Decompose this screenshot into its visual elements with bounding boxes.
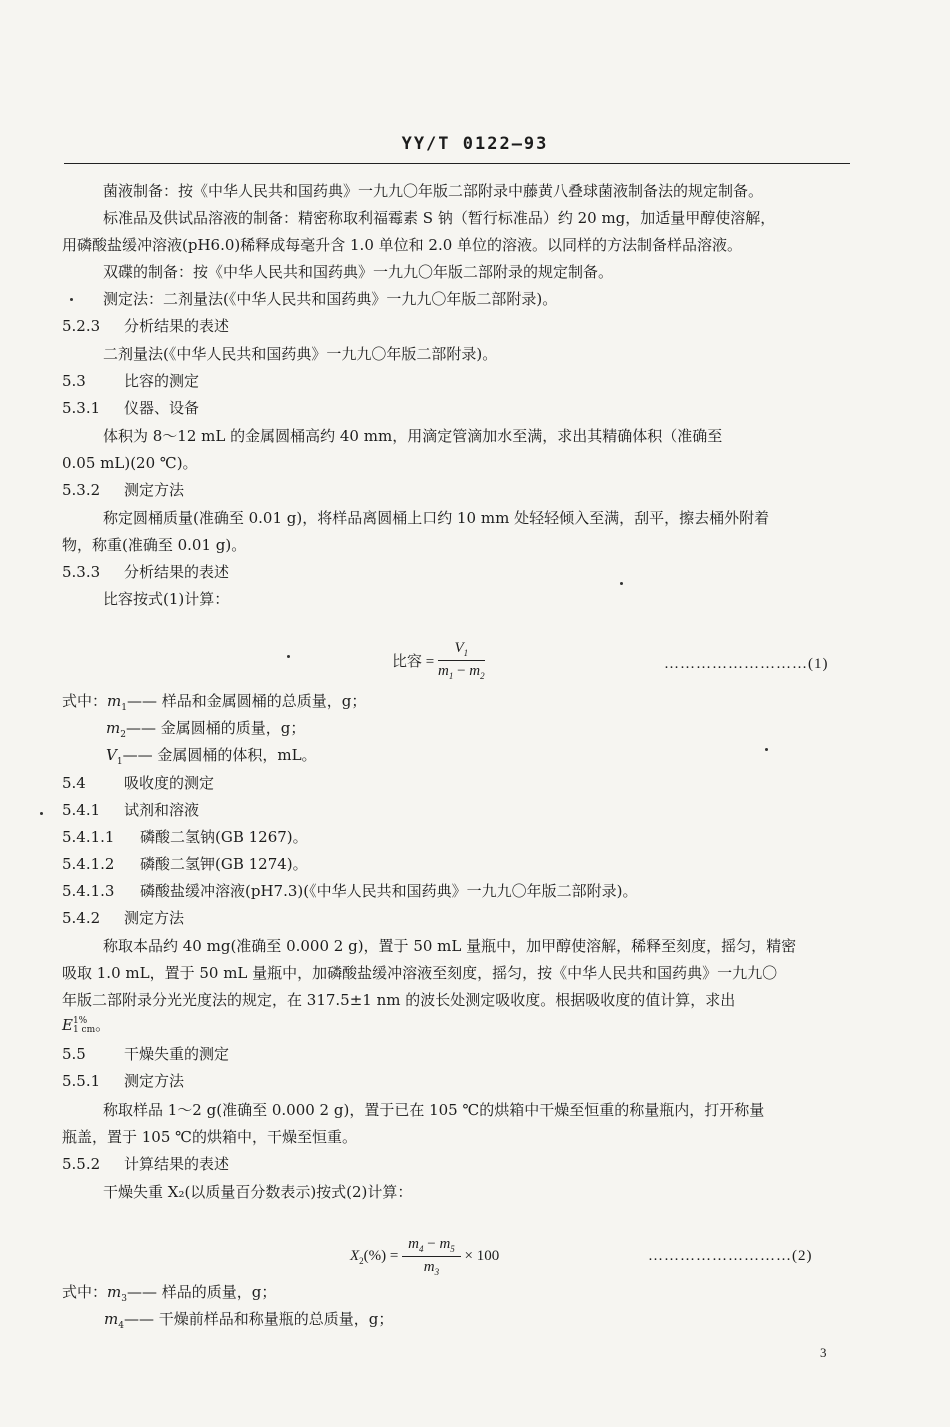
standard-code-header: YY/T 0122—93 bbox=[401, 134, 549, 154]
minus-operator: − bbox=[423, 1236, 440, 1252]
lhs-symbol: X bbox=[350, 1247, 360, 1264]
scan-speck bbox=[620, 582, 623, 585]
section-5-3-3 bbox=[62, 563, 229, 581]
numerator-subscript-a: 4 bbox=[418, 1244, 424, 1254]
section-title: 仪器、设备 bbox=[124, 399, 200, 417]
equation-2-number: ………………………(2) bbox=[648, 1248, 813, 1264]
symbol-subscript: 1 bbox=[116, 757, 123, 767]
section-5-5-2 bbox=[62, 1155, 229, 1173]
extinction-superscript: 1% bbox=[72, 1016, 88, 1026]
paragraph-cylinder-2: 0.05 mL)(20 ℃)。 bbox=[62, 454, 198, 472]
section-title: 分析结果的表述 bbox=[124, 563, 230, 581]
header-rule bbox=[64, 163, 850, 164]
section-5-4-1 bbox=[62, 801, 199, 819]
section-5-4-1-2 bbox=[62, 855, 308, 873]
equation-1-lhs: 比容 = bbox=[392, 654, 435, 670]
section-number: 5.4.1.3 bbox=[62, 882, 115, 900]
scan-speck bbox=[765, 748, 768, 751]
paragraph-standard-prep-2: 用磷酸盐缓冲溶液(pH6.0)稀释成每毫升含 1.0 单位和 2.0 单位的溶液。以同样的方法制备样品溶液。 bbox=[62, 236, 743, 254]
symbol-subscript: 4 bbox=[118, 1321, 124, 1331]
symbol-subscript: 1 bbox=[121, 703, 127, 713]
section-title: 磷酸盐缓冲溶液(pH7.3)(《中华人民共和国药典》一九九〇年版二部附录)。 bbox=[140, 882, 638, 900]
section-5-5 bbox=[62, 1045, 229, 1063]
definition: —— 金属圆桶的质量，g； bbox=[125, 719, 306, 737]
section-5-4-1-3 bbox=[62, 882, 637, 900]
paragraph-standard-prep-1: 标准品及供试品溶液的制备：精密称取利福霉素 S 钠（暂行标准品）约 20 mg，加适量甲醇使溶解， bbox=[103, 209, 776, 227]
lhs-subscript: 2 bbox=[359, 1255, 364, 1266]
denominator-subscript: 3 bbox=[434, 1267, 440, 1277]
section-title: 磷酸二氢钾(GB 1274)。 bbox=[140, 855, 308, 873]
numerator-symbol-b: m bbox=[439, 1236, 451, 1252]
denominator-symbol-b: m bbox=[469, 663, 481, 679]
section-title: 吸收度的测定 bbox=[124, 774, 215, 792]
section-title: 测定方法 bbox=[124, 481, 185, 499]
where-m1 bbox=[62, 692, 366, 717]
paragraph-absorbance-3: 年版二部附录分光光度法的规定，在 317.5±1 nm 的波长处测定吸收度。根据吸收度的值计算，求出 bbox=[62, 991, 736, 1009]
paragraph-two-dose: 二剂量法(《中华人民共和国药典》一九九〇年版二部附录)。 bbox=[103, 345, 498, 363]
where-prefix: 式中： bbox=[62, 1283, 108, 1301]
paragraph-absorbance-1: 称取本品约 40 mg(准确至 0.000 2 g)，置于 50 mL 量瓶中，加甲醇使溶解，稀释至刻度，摇匀，精密 bbox=[103, 937, 797, 955]
section-number: 5.5.2 bbox=[62, 1155, 101, 1173]
paragraph-bacteria-prep: 菌液制备：按《中华人民共和国药典》一九九〇年版二部附录中藤黄八叠球菌液制备法的规定制备。 bbox=[103, 182, 764, 200]
scan-speck bbox=[70, 298, 73, 301]
equation-1 bbox=[392, 640, 485, 681]
definition: —— 金属圆桶的体积，mL。 bbox=[122, 746, 317, 764]
minus-operator: − bbox=[453, 663, 470, 679]
section-number: 5.4.1 bbox=[62, 801, 101, 819]
equation-1-number: ………………………(1) bbox=[664, 656, 829, 672]
paragraph-dish-prep: 双碟的制备：按《中华人民共和国药典》一九九〇年版二部附录的规定制备。 bbox=[103, 263, 614, 281]
sentence-end: 。 bbox=[95, 1016, 111, 1034]
section-title: 试剂和溶液 bbox=[124, 801, 200, 819]
scan-speck bbox=[40, 812, 43, 815]
where-m3 bbox=[62, 1283, 276, 1308]
page-number: 3 bbox=[820, 1345, 827, 1360]
section-title: 计算结果的表述 bbox=[124, 1155, 230, 1173]
section-title: 磷酸二氢钠(GB 1267)。 bbox=[140, 828, 308, 846]
paragraph-formula-2-intro: 干燥失重 X₂(以质量百分数表示)按式(2)计算： bbox=[103, 1183, 413, 1201]
section-title: 测定方法 bbox=[124, 1072, 185, 1090]
section-number: 5.4 bbox=[62, 774, 86, 792]
section-number: 5.4.1.1 bbox=[62, 828, 115, 846]
paragraph-assay-method: 测定法：二剂量法(《中华人民共和国药典》一九九〇年版二部附录)。 bbox=[103, 290, 558, 308]
denominator-subscript-b: 2 bbox=[480, 671, 485, 681]
section-5-5-1 bbox=[62, 1072, 184, 1090]
denominator-symbol-a: m bbox=[437, 663, 449, 679]
equation-1-fraction bbox=[438, 640, 485, 681]
multiplier: × 100 bbox=[464, 1248, 500, 1264]
equation-2 bbox=[350, 1236, 499, 1277]
paragraph-absorbance-2: 吸取 1.0 mL，置于 50 mL 量瓶中，加磷酸盐缓冲溶液至刻度，摇匀，按《中华人民共和国药典》一九九〇 bbox=[62, 964, 778, 982]
scan-speck bbox=[287, 655, 290, 658]
where-m4 bbox=[104, 1310, 393, 1335]
paragraph-drying-2: 瓶盖，置于 105 ℃的烘箱中，干燥至恒重。 bbox=[62, 1128, 357, 1146]
section-number: 5.5.1 bbox=[62, 1072, 101, 1090]
numerator-symbol-a: m bbox=[408, 1236, 419, 1252]
paragraph-cylinder-1: 体积为 8～12 mL 的金属圆桶高约 40 mm，用滴定管滴加水至满，求出其精确体积（准确至 bbox=[103, 427, 723, 445]
paragraph-formula-1-intro: 比容按式(1)计算： bbox=[103, 590, 230, 608]
paragraph-weigh-1: 称定圆桶质量(准确至 0.01 g)，将样品离圆桶上口约 10 mm 处轻轻倾入至满，刮平，擦去桶外附着 bbox=[103, 509, 770, 527]
section-number: 5.4.2 bbox=[62, 909, 101, 927]
section-title: 干燥失重的测定 bbox=[124, 1045, 230, 1063]
numerator-subscript: 1 bbox=[463, 648, 469, 658]
numerator-symbol: V bbox=[454, 640, 464, 656]
where-v1 bbox=[106, 746, 317, 771]
definition: —— 样品的质量，g； bbox=[126, 1283, 277, 1301]
symbol: m bbox=[107, 692, 122, 710]
symbol: m bbox=[104, 1310, 119, 1328]
symbol-subscript: 3 bbox=[121, 1294, 127, 1304]
denominator-subscript-a: 1 bbox=[448, 671, 454, 681]
section-number: 5.2.3 bbox=[62, 317, 101, 335]
section-5-4-2 bbox=[62, 909, 184, 927]
section-number: 5.3.1 bbox=[62, 399, 101, 417]
symbol: m bbox=[107, 1283, 122, 1301]
section-number: 5.3 bbox=[62, 372, 86, 390]
section-number: 5.4.1.2 bbox=[62, 855, 115, 873]
lhs-rest: (%) = bbox=[363, 1247, 399, 1264]
paragraph-absorbance-4 bbox=[62, 1016, 110, 1035]
section-5-4 bbox=[62, 774, 214, 792]
paragraph-drying-1: 称取样品 1～2 g(准确至 0.000 2 g)，置于已在 105 ℃的烘箱中干燥至恒重的称量瓶内，打开称量 bbox=[103, 1101, 765, 1119]
definition: —— 干燥前样品和称量瓶的总质量，g； bbox=[123, 1310, 394, 1328]
section-5-3-1 bbox=[62, 399, 199, 417]
denominator-symbol: m bbox=[423, 1259, 435, 1275]
paragraph-weigh-2: 物，称重(准确至 0.01 g)。 bbox=[62, 536, 247, 554]
section-title: 分析结果的表述 bbox=[124, 317, 230, 335]
extinction-subscript: 1 cm bbox=[72, 1025, 96, 1035]
where-prefix: 式中： bbox=[62, 692, 108, 710]
section-title: 测定方法 bbox=[124, 909, 185, 927]
section-5-2-3 bbox=[62, 317, 229, 335]
where-m2 bbox=[106, 719, 305, 744]
section-number: 5.3.3 bbox=[62, 563, 101, 581]
definition: —— 样品和金属圆桶的总质量，g； bbox=[126, 692, 367, 710]
numerator-subscript-b: 5 bbox=[450, 1244, 455, 1254]
symbol: V bbox=[106, 746, 117, 764]
extinction-symbol: E bbox=[62, 1016, 73, 1034]
section-title: 比容的测定 bbox=[124, 372, 200, 390]
symbol-subscript: 2 bbox=[120, 730, 126, 740]
section-number: 5.5 bbox=[62, 1045, 86, 1063]
section-number: 5.3.2 bbox=[62, 481, 101, 499]
equation-2-fraction bbox=[402, 1236, 461, 1277]
section-5-4-1-1 bbox=[62, 828, 308, 846]
symbol: m bbox=[106, 719, 121, 737]
section-5-3-2 bbox=[62, 481, 184, 499]
section-5-3 bbox=[62, 372, 199, 390]
